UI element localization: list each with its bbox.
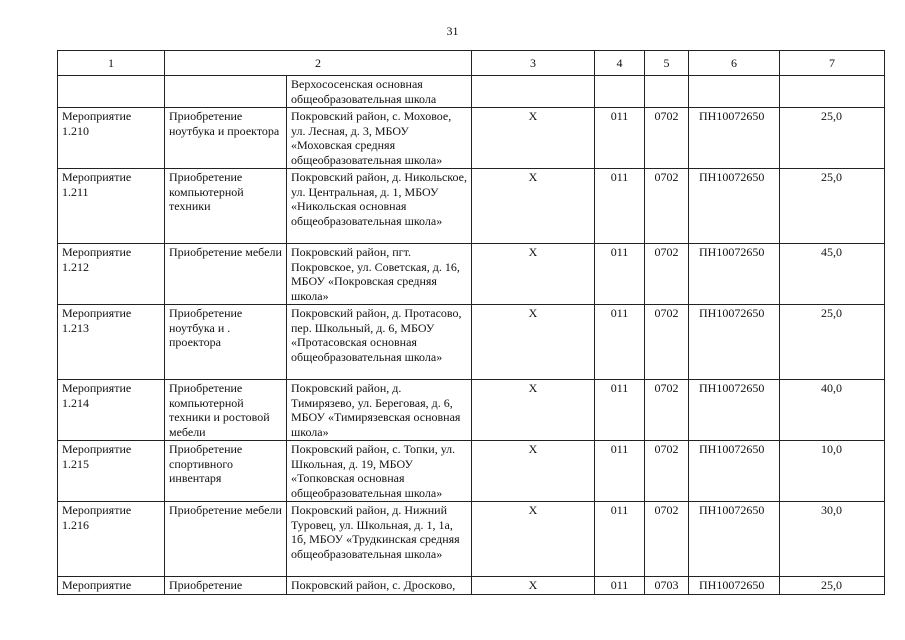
cell-mark: Х xyxy=(472,244,595,305)
cell-address: Покровский район, д. Нижний Туровец, ул. Школьная, д. 1, 1а, 1б, МБОУ «Трудкинская средняя общеобразовательная школа» xyxy=(287,502,472,577)
header-col-3: 3 xyxy=(472,51,595,76)
table-row xyxy=(58,169,885,244)
cell-section: 0702 xyxy=(645,169,689,244)
cell-mark: Х xyxy=(472,380,595,441)
cell-section: 0702 xyxy=(645,244,689,305)
table-row xyxy=(58,380,885,441)
cell-amount: 10,0 xyxy=(780,441,885,502)
cell-target: ПН10072650 xyxy=(689,244,780,305)
header-col-1: 1 xyxy=(58,51,165,76)
header-col-2: 2 xyxy=(165,51,472,76)
table-row xyxy=(58,108,885,169)
cell-section: 0702 xyxy=(645,502,689,577)
cell-mark: Х xyxy=(472,108,595,169)
cell-address: Покровский район, д. Никольское, ул. Центральная, д. 1, МБОУ «Никольская основная общеобразовательная школа» xyxy=(287,169,472,244)
cell-admin-code: 011 xyxy=(595,577,645,595)
header-col-4: 4 xyxy=(595,51,645,76)
cell-address: Покровский район, с. Топки, ул. Школьная, д. 19, МБОУ «Топковская основная общеобразовательная школа» xyxy=(287,441,472,502)
cell-purpose: Приобретение мебели xyxy=(165,502,287,577)
cell-purpose: Приобретение ноутбука и проектора xyxy=(165,108,287,169)
cell-admin-code: 011 xyxy=(595,380,645,441)
cell-event: Мероприятие 1.211 xyxy=(58,169,165,244)
cell-amount: 25,0 xyxy=(780,169,885,244)
cell-section: 0702 xyxy=(645,305,689,380)
cell-purpose: Приобретение компьютерной техники xyxy=(165,169,287,244)
cell-mark: Х xyxy=(472,577,595,595)
continuation-row xyxy=(58,76,885,108)
header-col-5: 5 xyxy=(645,51,689,76)
cell-address: Покровский район, с. Моховое, ул. Лесная, д. 3, МБОУ «Моховская средняя общеобразовательная школа» xyxy=(287,108,472,169)
cell-target: ПН10072650 xyxy=(689,380,780,441)
cell-mark: Х xyxy=(472,441,595,502)
header-row xyxy=(58,51,885,76)
cell-address: Покровский район, д. Протасово, пер. Школьный, д. 6, МБОУ «Протасовская основная общеобразовательная школа» xyxy=(287,305,472,380)
cell-admin-code: 011 xyxy=(595,305,645,380)
cell-amount: 25,0 xyxy=(780,108,885,169)
table-row xyxy=(58,502,885,577)
cell-address: Покровский район, д. Тимирязево, ул. Береговая, д. 6, МБОУ «Тимирязевская основная школа» xyxy=(287,380,472,441)
cell-admin-code: 011 xyxy=(595,502,645,577)
cell-purpose: Приобретение ноутбука и . проектора xyxy=(165,305,287,380)
cell-target: ПН10072650 xyxy=(689,502,780,577)
cell-amount: 25,0 xyxy=(780,577,885,595)
cell-mark: Х xyxy=(472,502,595,577)
cell-event: Мероприятие 1.215 xyxy=(58,441,165,502)
cell-target: ПН10072650 xyxy=(689,169,780,244)
cell-admin-code: 011 xyxy=(595,108,645,169)
cell-event: Мероприятие xyxy=(58,577,165,595)
cell-target: ПН10072650 xyxy=(689,577,780,595)
cell-address: Покровский район, пгт. Покровское, ул. Советская, д. 16, МБОУ «Покровская средняя школа» xyxy=(287,244,472,305)
table-row xyxy=(58,244,885,305)
cell-section: 0702 xyxy=(645,441,689,502)
cell-event: Мероприятие 1.210 xyxy=(58,108,165,169)
cell-event: Мероприятие 1.212 xyxy=(58,244,165,305)
cell-event: Мероприятие 1.216 xyxy=(58,502,165,577)
cell-address: Верхососенская основная общеобразовательная школа xyxy=(287,76,472,108)
cell-purpose: Приобретение спортивного инвентаря xyxy=(165,441,287,502)
cell-target: ПН10072650 xyxy=(689,305,780,380)
cell-address: Покровский район, с. Дросково, xyxy=(287,577,472,595)
cell-amount: 40,0 xyxy=(780,380,885,441)
cell-section: 0702 xyxy=(645,108,689,169)
page-number: 31 xyxy=(446,24,459,38)
header-col-7: 7 xyxy=(780,51,885,76)
cell-section: 0703 xyxy=(645,577,689,595)
cell-admin-code: 011 xyxy=(595,244,645,305)
cell-amount: 45,0 xyxy=(780,244,885,305)
header-col-6: 6 xyxy=(689,51,780,76)
budget-table xyxy=(57,50,885,595)
cell-mark: Х xyxy=(472,169,595,244)
cell-target: ПН10072650 xyxy=(689,441,780,502)
cell-purpose: Приобретение мебели xyxy=(165,244,287,305)
cell-section: 0702 xyxy=(645,380,689,441)
cell-amount: 25,0 xyxy=(780,305,885,380)
cell-purpose: Приобретение xyxy=(165,577,287,595)
cell-purpose: Приобретение компьютерной техники и ростовой мебели xyxy=(165,380,287,441)
cell-admin-code: 011 xyxy=(595,441,645,502)
cell-mark: Х xyxy=(472,305,595,380)
table-row xyxy=(58,577,885,595)
cell-event: Мероприятие 1.214 xyxy=(58,380,165,441)
table-row xyxy=(58,441,885,502)
cell-amount: 30,0 xyxy=(780,502,885,577)
cell-admin-code: 011 xyxy=(595,169,645,244)
cell-event: Мероприятие 1.213 xyxy=(58,305,165,380)
cell-target: ПН10072650 xyxy=(689,108,780,169)
table-row xyxy=(58,305,885,380)
